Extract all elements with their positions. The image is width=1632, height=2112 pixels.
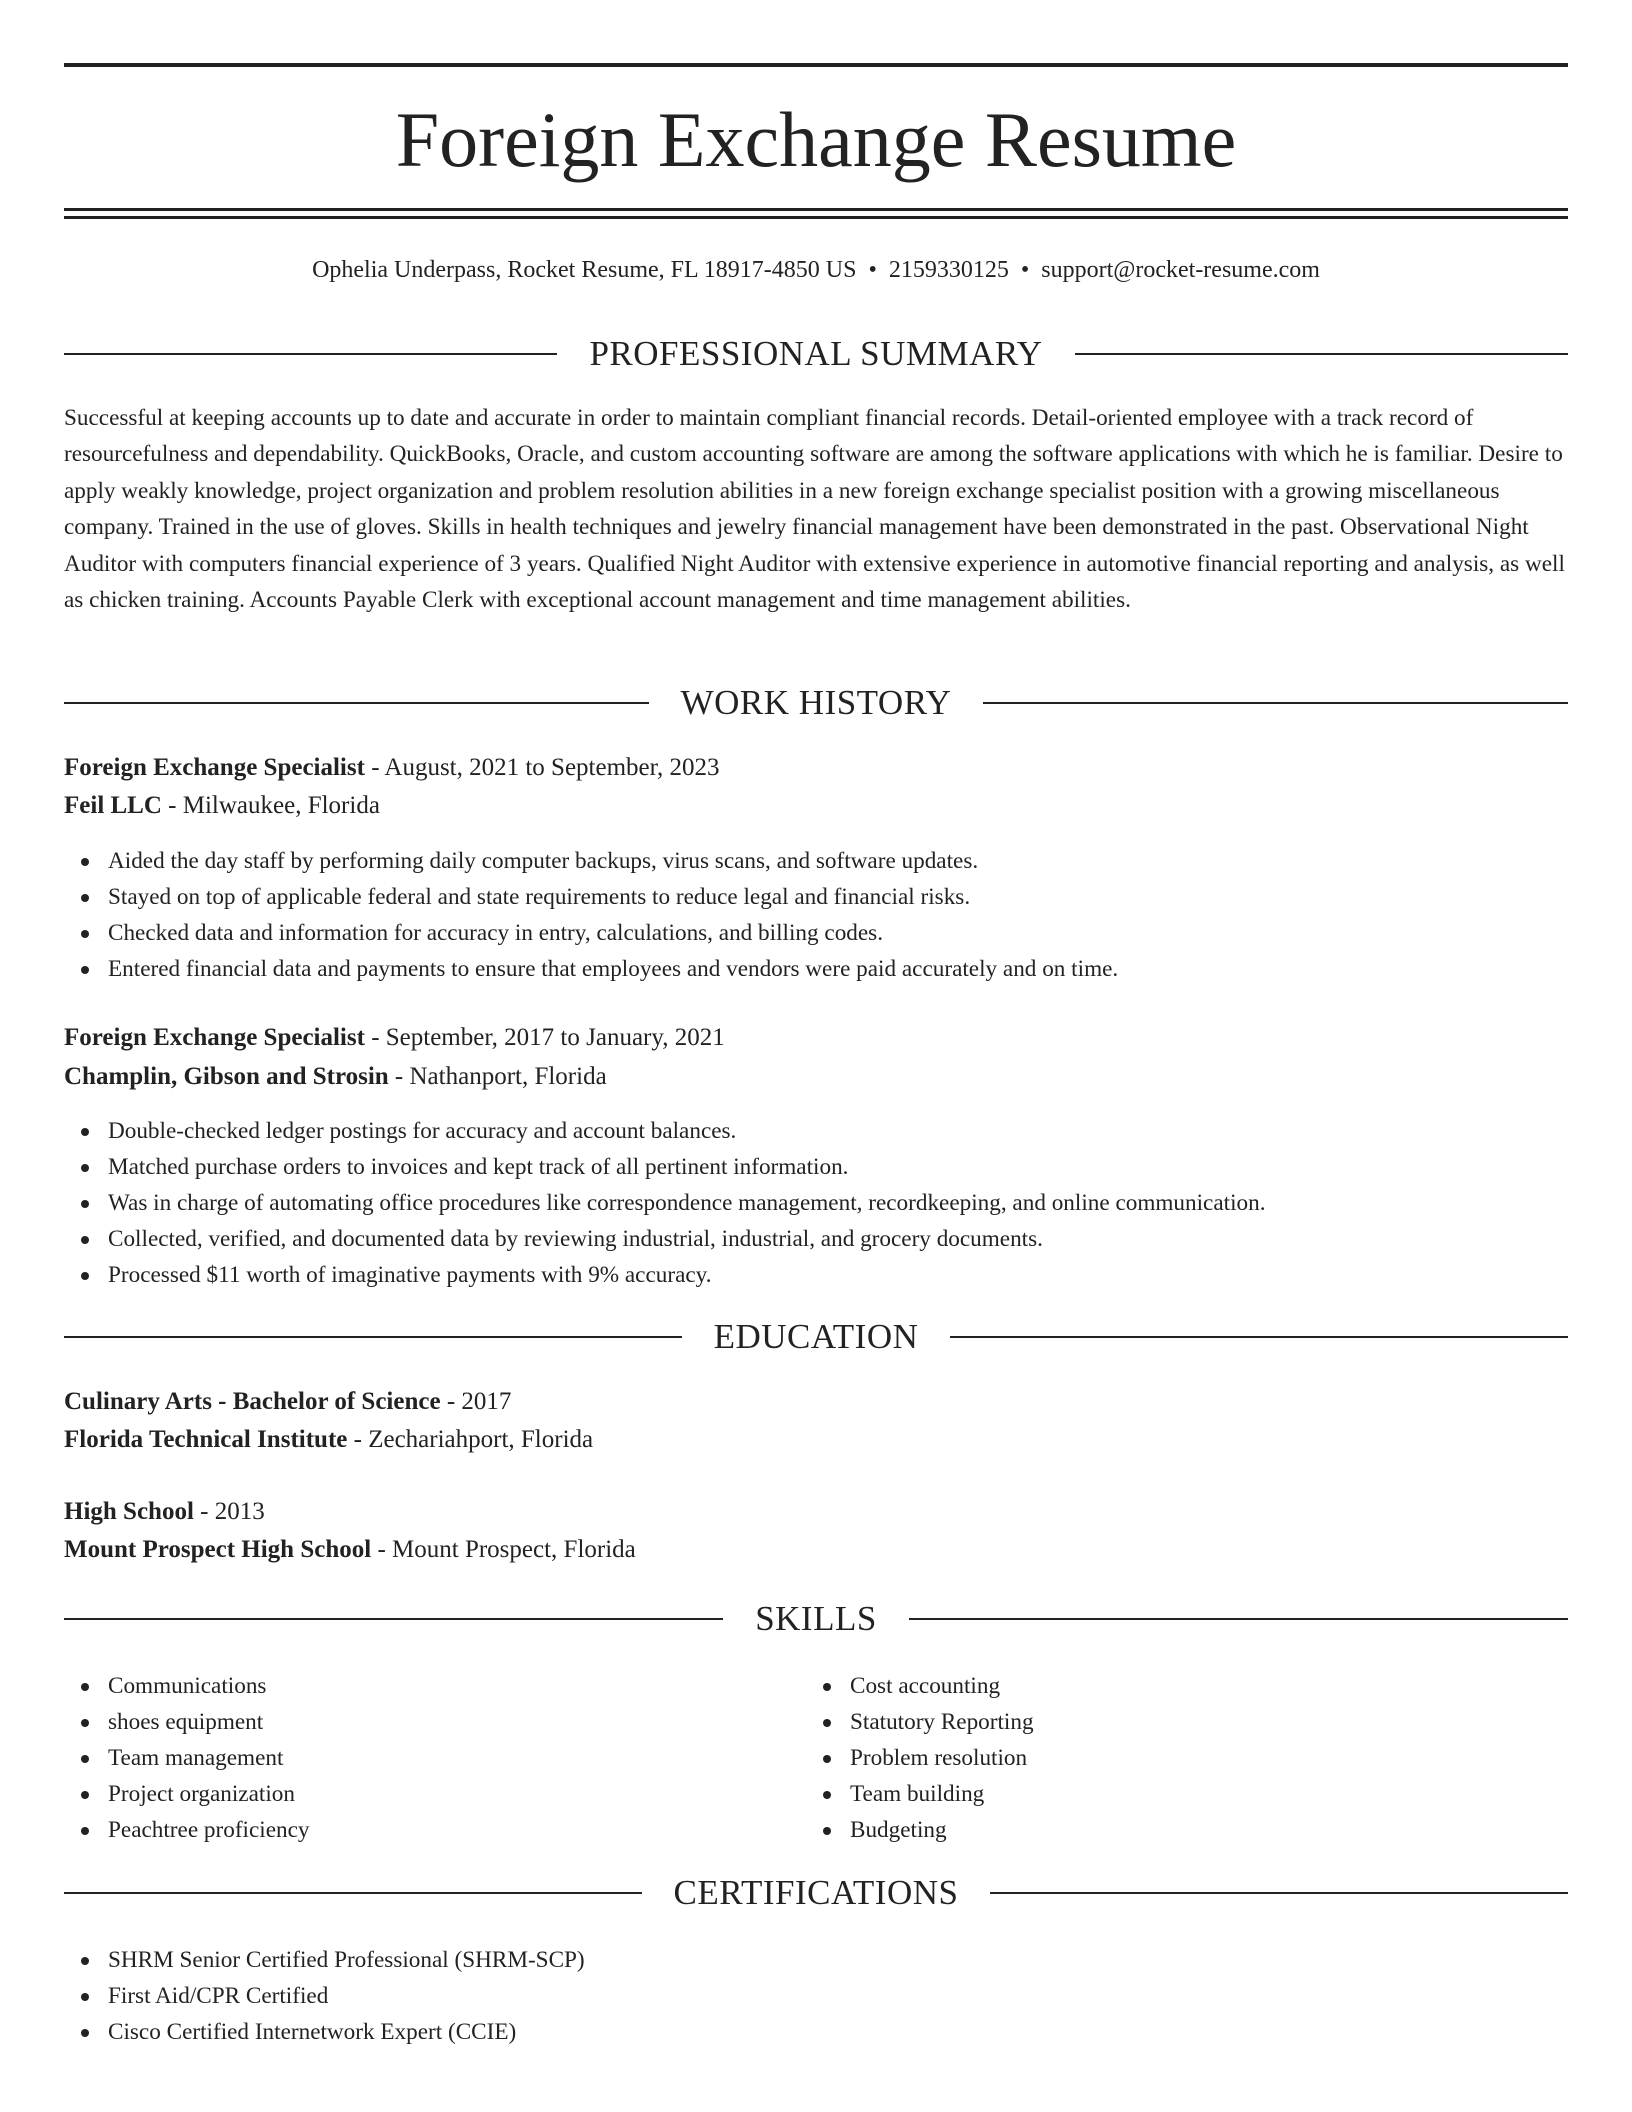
list-item: Communications	[64, 1668, 310, 1704]
education-school-line	[64, 1533, 636, 1567]
list-item: Peachtree proficiency	[64, 1812, 310, 1848]
skills-list-left	[64, 1668, 310, 1848]
list-item: Project organization	[64, 1776, 310, 1812]
list-item: Processed $11 worth of imaginative payments with 9% accuracy.	[64, 1257, 1266, 1293]
list-item: Double-checked ledger postings for accuracy and account balances.	[64, 1113, 1266, 1149]
job-duties-list	[64, 1113, 1266, 1293]
list-item: Statutory Reporting	[806, 1704, 1034, 1740]
heading-rule-left	[64, 702, 649, 704]
education-location: - Zechariahport, Florida	[347, 1426, 594, 1453]
list-item: SHRM Senior Certified Professional (SHRM-SCP)	[64, 1942, 585, 1978]
heading-rule-left	[64, 353, 557, 355]
heading-rule-left	[64, 1336, 682, 1338]
contact-separator: •	[1020, 257, 1030, 283]
job-location: - Milwaukee, Florida	[161, 792, 380, 819]
list-item: Problem resolution	[806, 1740, 1034, 1776]
page-title: Foreign Exchange Resume	[395, 96, 1237, 183]
title-divider-lower	[64, 216, 1568, 219]
title-divider-upper	[64, 208, 1568, 211]
heading-rule-right	[909, 1618, 1568, 1620]
education-school: Florida Technical Institute	[64, 1426, 348, 1453]
education-degree-line	[64, 1385, 511, 1419]
job-title-line	[64, 751, 719, 785]
list-item: Team management	[64, 1740, 310, 1776]
section-title: CERTIFICATIONS	[673, 1873, 959, 1912]
heading-rule-left	[64, 1892, 642, 1894]
heading-rule-right	[950, 1336, 1568, 1338]
section-heading-summary	[64, 332, 1568, 376]
certifications-list	[64, 1942, 585, 2050]
list-item: First Aid/CPR Certified	[64, 1978, 585, 2014]
list-item: Cost accounting	[806, 1668, 1034, 1704]
section-heading-education	[64, 1315, 1568, 1359]
section-heading-work-history	[64, 681, 1568, 725]
job-dates: - September, 2017 to January, 2021	[364, 1024, 725, 1051]
heading-rule-right	[1075, 353, 1568, 355]
list-item: Entered financial data and payments to ensure that employees and vendors were paid accurately and on time.	[64, 951, 1118, 987]
list-item: Checked data and information for accuracy in entry, calculations, and billing codes.	[64, 915, 1118, 951]
heading-rule-right	[983, 702, 1568, 704]
section-heading-certifications	[64, 1871, 1568, 1915]
job-location: - Nathanport, Florida	[388, 1063, 607, 1090]
contact-address: Ophelia Underpass, Rocket Resume, FL 18917-4850 US	[312, 257, 857, 283]
section-title: EDUCATION	[713, 1317, 919, 1356]
education-location: - Mount Prospect, Florida	[371, 1536, 636, 1563]
section-title: PROFESSIONAL SUMMARY	[589, 334, 1043, 373]
heading-rule-left	[64, 1618, 723, 1620]
education-year: - 2013	[193, 1498, 265, 1525]
education-degree: High School	[64, 1498, 194, 1525]
job-title: Foreign Exchange Specialist	[64, 754, 365, 781]
education-school-line	[64, 1423, 593, 1457]
summary-text: Successful at keeping accounts up to date and accurate in order to maintain compliant financial records. Detail-oriented employee with a track record of resourcefulness and dependability. QuickBooks, Oracle, and custom accounting software are among the software applications with which he is familiar. Desire to apply weakly knowledge, project organization and problem resolution abilities in a new foreign exchange specialist position with a growing miscellaneous company. Trained in the use of gloves. Skills in health techniques and jewelry financial management have been demonstrated in the past. Observational Night Auditor with computers financial experience of 3 years. Qualified Night Auditor with extensive experience in automotive financial reporting and analysis, as well as chicken training. Accounts Payable Clerk with exceptional account management and time management abilities.	[64, 405, 1565, 614]
list-item: Budgeting	[806, 1812, 1034, 1848]
skills-list-right	[806, 1668, 1034, 1848]
section-title: WORK HISTORY	[680, 683, 952, 722]
list-item: Collected, verified, and documented data by reviewing industrial, industrial, and grocery documents.	[64, 1221, 1266, 1257]
top-divider	[64, 63, 1568, 67]
job-company: Champlin, Gibson and Strosin	[64, 1063, 389, 1090]
list-item: Stayed on top of applicable federal and state requirements to reduce legal and financial risks.	[64, 879, 1118, 915]
education-year: - 2017	[440, 1388, 512, 1415]
education-degree: Culinary Arts - Bachelor of Science	[64, 1388, 441, 1415]
job-company-line	[64, 789, 380, 823]
list-item: Matched purchase orders to invoices and kept track of all pertinent information.	[64, 1149, 1266, 1185]
education-school: Mount Prospect High School	[64, 1536, 372, 1563]
job-dates: - August, 2021 to September, 2023	[364, 754, 720, 781]
job-duties-list	[64, 843, 1118, 987]
contact-phone: 2159330125	[888, 257, 1009, 283]
section-title: SKILLS	[755, 1599, 877, 1638]
list-item: Aided the day staff by performing daily computer backups, virus scans, and software updates.	[64, 843, 1118, 879]
job-company: Feil LLC	[64, 792, 162, 819]
contact-email: support@rocket-resume.com	[1041, 257, 1320, 283]
list-item: Was in charge of automating office procedures like correspondence management, recordkeeping, and online communication.	[64, 1185, 1266, 1221]
heading-rule-right	[990, 1892, 1568, 1894]
job-title: Foreign Exchange Specialist	[64, 1024, 365, 1051]
list-item: Team building	[806, 1776, 1034, 1812]
list-item: Cisco Certified Internetwork Expert (CCIE)	[64, 2014, 585, 2050]
section-heading-skills	[64, 1597, 1568, 1641]
contact-line	[64, 254, 1568, 286]
job-title-line	[64, 1021, 725, 1055]
education-degree-line	[64, 1495, 265, 1529]
contact-separator: •	[868, 257, 877, 283]
job-company-line	[64, 1060, 607, 1094]
list-item: shoes equipment	[64, 1704, 310, 1740]
